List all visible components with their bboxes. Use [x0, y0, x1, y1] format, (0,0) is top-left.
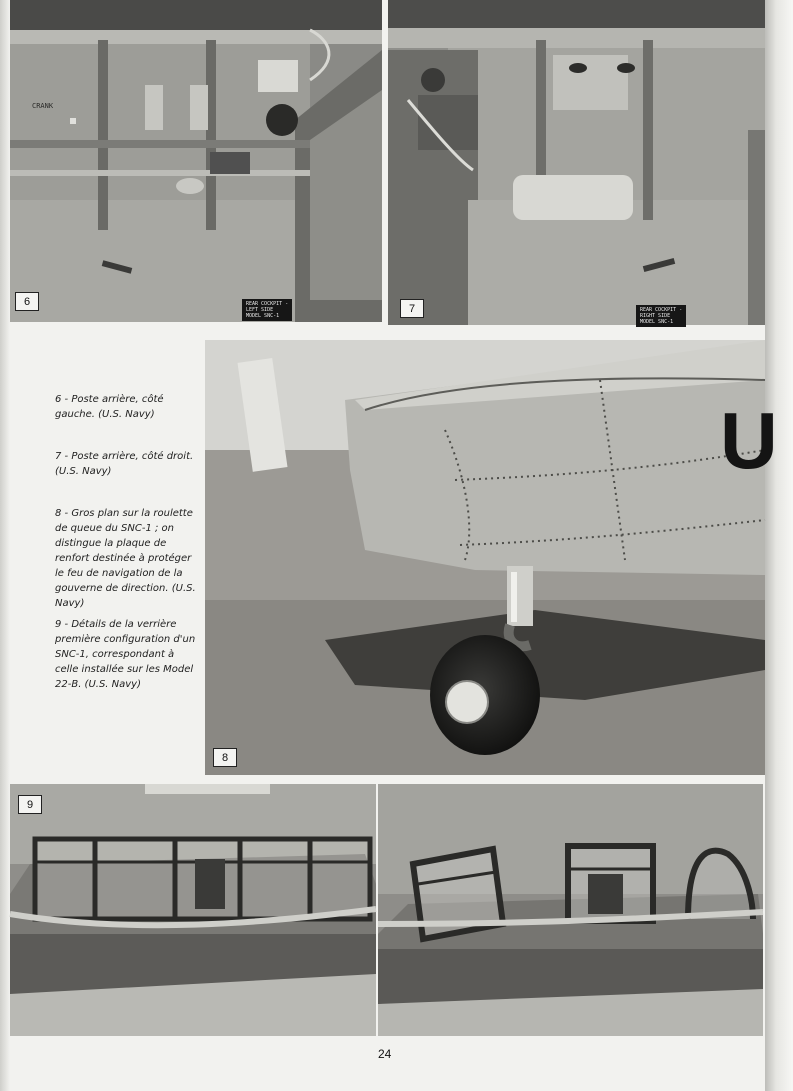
- page-number: 24: [378, 1047, 392, 1061]
- photo-9-left-image: [10, 784, 376, 1036]
- photo-8-number: 8: [213, 748, 237, 767]
- photo-9-canopy-open: [378, 784, 763, 1036]
- photo-9-canopy-closed: [10, 784, 376, 1036]
- photo-6-placard: REAR COCKPIT - LEFT SIDE MODEL SNC-1: [242, 299, 292, 321]
- caption-7: 7 - Poste arrière, côté droit. (U.S. Navy): [55, 451, 194, 477]
- caption-8: 8 - Gros plan sur la roulette de queue du SNC-1 ; on distingue la plaque de renfort destinée à protéger le feu de navigation de la gouverne de direction. (U.S. Navy): [55, 508, 196, 609]
- photo-7-placard: REAR COCKPIT - RIGHT SIDE MODEL SNC-1: [636, 305, 686, 327]
- photo-7-rear-cockpit-right: [388, 0, 765, 325]
- fuselage-marking: U: [720, 396, 778, 485]
- photo-7-number: 7: [400, 299, 424, 318]
- photo-7-image: [388, 0, 765, 325]
- photo-6-image: [10, 0, 382, 322]
- photo-9-right-image: [378, 784, 763, 1036]
- photo-6-rear-cockpit-left: [10, 0, 382, 322]
- photo-8-image: [205, 340, 778, 775]
- page-right-edge: [765, 0, 793, 1091]
- photo-9-number: 9: [18, 795, 42, 814]
- caption-9: 9 - Détails de la verrière première configuration d'un SNC-1, correspondant à celle installée sur les Model 22-B. (U.S. Navy): [55, 619, 196, 690]
- caption-6: 6 - Poste arrière, côté gauche. (U.S. Navy): [55, 394, 164, 420]
- photo-6-number: 6: [15, 292, 39, 311]
- page-gutter-shadow: [0, 0, 10, 1091]
- crank-label: CRANK: [32, 102, 54, 110]
- photo-8-tail-wheel: [205, 340, 778, 775]
